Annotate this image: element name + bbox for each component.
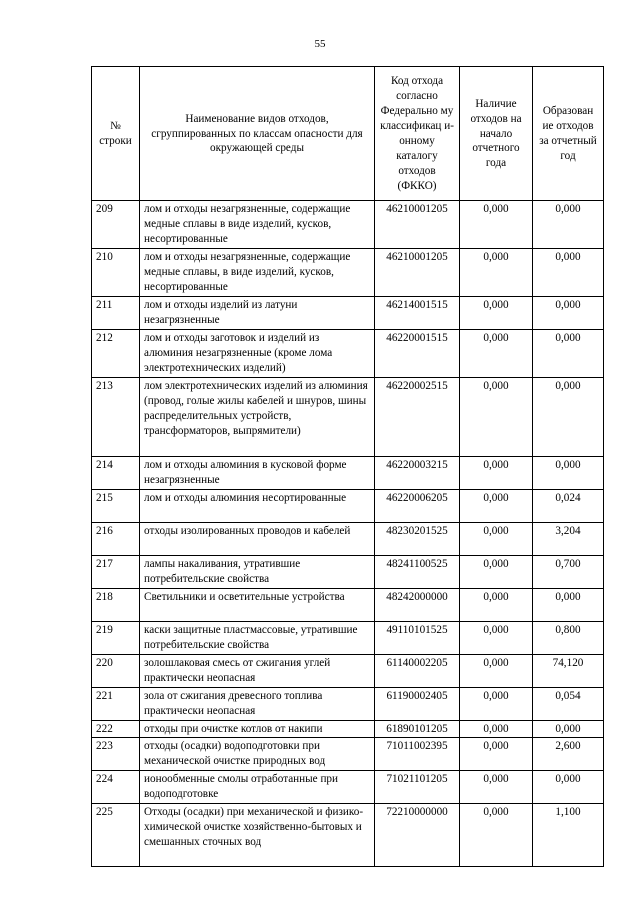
row-number: 224 — [92, 770, 140, 803]
row-number: 223 — [92, 737, 140, 770]
generated-amount: 3,204 — [533, 523, 604, 556]
waste-name: ионообменные смолы отработанные при водоподготовке — [140, 770, 375, 803]
page-number: 55 — [314, 38, 326, 50]
table-row — [92, 688, 604, 721]
row-number: 213 — [92, 378, 140, 457]
header-row-number: № строки — [92, 67, 140, 201]
table-row — [92, 378, 604, 457]
waste-code: 61890101205 — [375, 721, 460, 738]
waste-code: 46220001515 — [375, 330, 460, 378]
row-number: 209 — [92, 201, 140, 249]
generated-amount: 0,000 — [533, 297, 604, 330]
initial-amount: 0,000 — [460, 721, 533, 738]
row-number: 218 — [92, 589, 140, 622]
generated-amount: 0,000 — [533, 378, 604, 457]
waste-name: лом и отходы незагрязненные, содержащие медные сплавы, в виде изделий, кусков, несортированные — [140, 249, 375, 297]
waste-code: 48241100525 — [375, 556, 460, 589]
row-number: 212 — [92, 330, 140, 378]
table-row — [92, 523, 604, 556]
initial-amount: 0,000 — [460, 201, 533, 249]
generated-amount: 0,054 — [533, 688, 604, 721]
waste-name: лом и отходы незагрязненные, содержащие медные сплавы в виде изделий, кусков, несортированные — [140, 201, 375, 249]
waste-code: 72210000000 — [375, 803, 460, 866]
waste-name: зола от сжигания древесного топлива практически неопасная — [140, 688, 375, 721]
waste-code: 46220002515 — [375, 378, 460, 457]
initial-amount: 0,000 — [460, 688, 533, 721]
initial-amount: 0,000 — [460, 737, 533, 770]
header-fkko-code: Код отхода согласно Федерально му классификац и-онному каталогу отходов (ФККО) — [375, 67, 460, 201]
waste-name: лампы накаливания, утратившие потребительские свойства — [140, 556, 375, 589]
table-row — [92, 737, 604, 770]
generated-amount: 0,700 — [533, 556, 604, 589]
waste-name: лом и отходы алюминия в кусковой форме незагрязненные — [140, 457, 375, 490]
table-row — [92, 589, 604, 622]
waste-code: 46210001205 — [375, 249, 460, 297]
row-number: 217 — [92, 556, 140, 589]
row-number: 222 — [92, 721, 140, 738]
waste-code: 61190002405 — [375, 688, 460, 721]
waste-code: 48242000000 — [375, 589, 460, 622]
waste-code: 71011002395 — [375, 737, 460, 770]
waste-name: золошлаковая смесь от сжигания углей практически неопасная — [140, 655, 375, 688]
initial-amount: 0,000 — [460, 556, 533, 589]
waste-code: 48230201525 — [375, 523, 460, 556]
waste-name: лом и отходы заготовок и изделий из алюминия незагрязненные (кроме лома электротехнических изделий) — [140, 330, 375, 378]
table-row — [92, 622, 604, 655]
table-row — [92, 297, 604, 330]
initial-amount: 0,000 — [460, 770, 533, 803]
generated-amount: 0,800 — [533, 622, 604, 655]
waste-code: 46220003215 — [375, 457, 460, 490]
waste-name: Отходы (осадки) при механической и физико-химической очистке хозяйственно-бытовых и смешанных сточных вод — [140, 803, 375, 866]
generated-amount: 1,100 — [533, 803, 604, 866]
row-number: 221 — [92, 688, 140, 721]
initial-amount: 0,000 — [460, 457, 533, 490]
waste-name: лом и отходы алюминия несортированные — [140, 490, 375, 523]
waste-name: каски защитные пластмассовые, утратившие потребительские свойства — [140, 622, 375, 655]
waste-code: 71021101205 — [375, 770, 460, 803]
initial-amount: 0,000 — [460, 523, 533, 556]
initial-amount: 0,000 — [460, 490, 533, 523]
generated-amount: 2,600 — [533, 737, 604, 770]
waste-name: лом и отходы изделий из латуни незагрязненные — [140, 297, 375, 330]
table-row — [92, 803, 604, 866]
table-row — [92, 457, 604, 490]
row-number: 219 — [92, 622, 140, 655]
generated-amount: 0,000 — [533, 457, 604, 490]
row-number: 210 — [92, 249, 140, 297]
waste-code: 49110101525 — [375, 622, 460, 655]
initial-amount: 0,000 — [460, 803, 533, 866]
waste-code: 46214001515 — [375, 297, 460, 330]
row-number: 216 — [92, 523, 140, 556]
header-generated-amount: Образован ие отходов за отчетный год — [533, 67, 604, 201]
generated-amount: 0,000 — [533, 589, 604, 622]
row-number: 211 — [92, 297, 140, 330]
table-row — [92, 655, 604, 688]
row-number: 214 — [92, 457, 140, 490]
generated-amount: 0,000 — [533, 201, 604, 249]
generated-amount: 0,000 — [533, 770, 604, 803]
row-number: 215 — [92, 490, 140, 523]
initial-amount: 0,000 — [460, 622, 533, 655]
waste-name: отходы изолированных проводов и кабелей — [140, 523, 375, 556]
waste-name: лом электротехнических изделий из алюминия (провод, голые жилы кабелей и шнуров, шины распределительных устройств, трансформаторов, выпрямители) — [140, 378, 375, 457]
waste-code: 61140002205 — [375, 655, 460, 688]
initial-amount: 0,000 — [460, 655, 533, 688]
row-number: 225 — [92, 803, 140, 866]
table-row — [92, 249, 604, 297]
table-row — [92, 721, 604, 738]
waste-name: отходы (осадки) водоподготовки при механической очистке природных вод — [140, 737, 375, 770]
waste-code: 46220006205 — [375, 490, 460, 523]
waste-table — [91, 66, 604, 867]
header-initial-amount: Наличие отходов на начало отчетного года — [460, 67, 533, 201]
initial-amount: 0,000 — [460, 297, 533, 330]
initial-amount: 0,000 — [460, 378, 533, 457]
table-row — [92, 556, 604, 589]
table-row — [92, 201, 604, 249]
generated-amount: 0,024 — [533, 490, 604, 523]
generated-amount: 0,000 — [533, 249, 604, 297]
initial-amount: 0,000 — [460, 330, 533, 378]
initial-amount: 0,000 — [460, 589, 533, 622]
initial-amount: 0,000 — [460, 249, 533, 297]
waste-code: 46210001205 — [375, 201, 460, 249]
header-waste-name: Наименование видов отходов, сгруппированных по классам опасности для окружающей среды — [140, 67, 375, 201]
waste-name: Светильники и осветительные устройства — [140, 589, 375, 622]
table-row — [92, 490, 604, 523]
generated-amount: 74,120 — [533, 655, 604, 688]
generated-amount: 0,000 — [533, 330, 604, 378]
waste-name: отходы при очистке котлов от накипи — [140, 721, 375, 738]
generated-amount: 0,000 — [533, 721, 604, 738]
table-row — [92, 770, 604, 803]
table-row — [92, 330, 604, 378]
row-number: 220 — [92, 655, 140, 688]
